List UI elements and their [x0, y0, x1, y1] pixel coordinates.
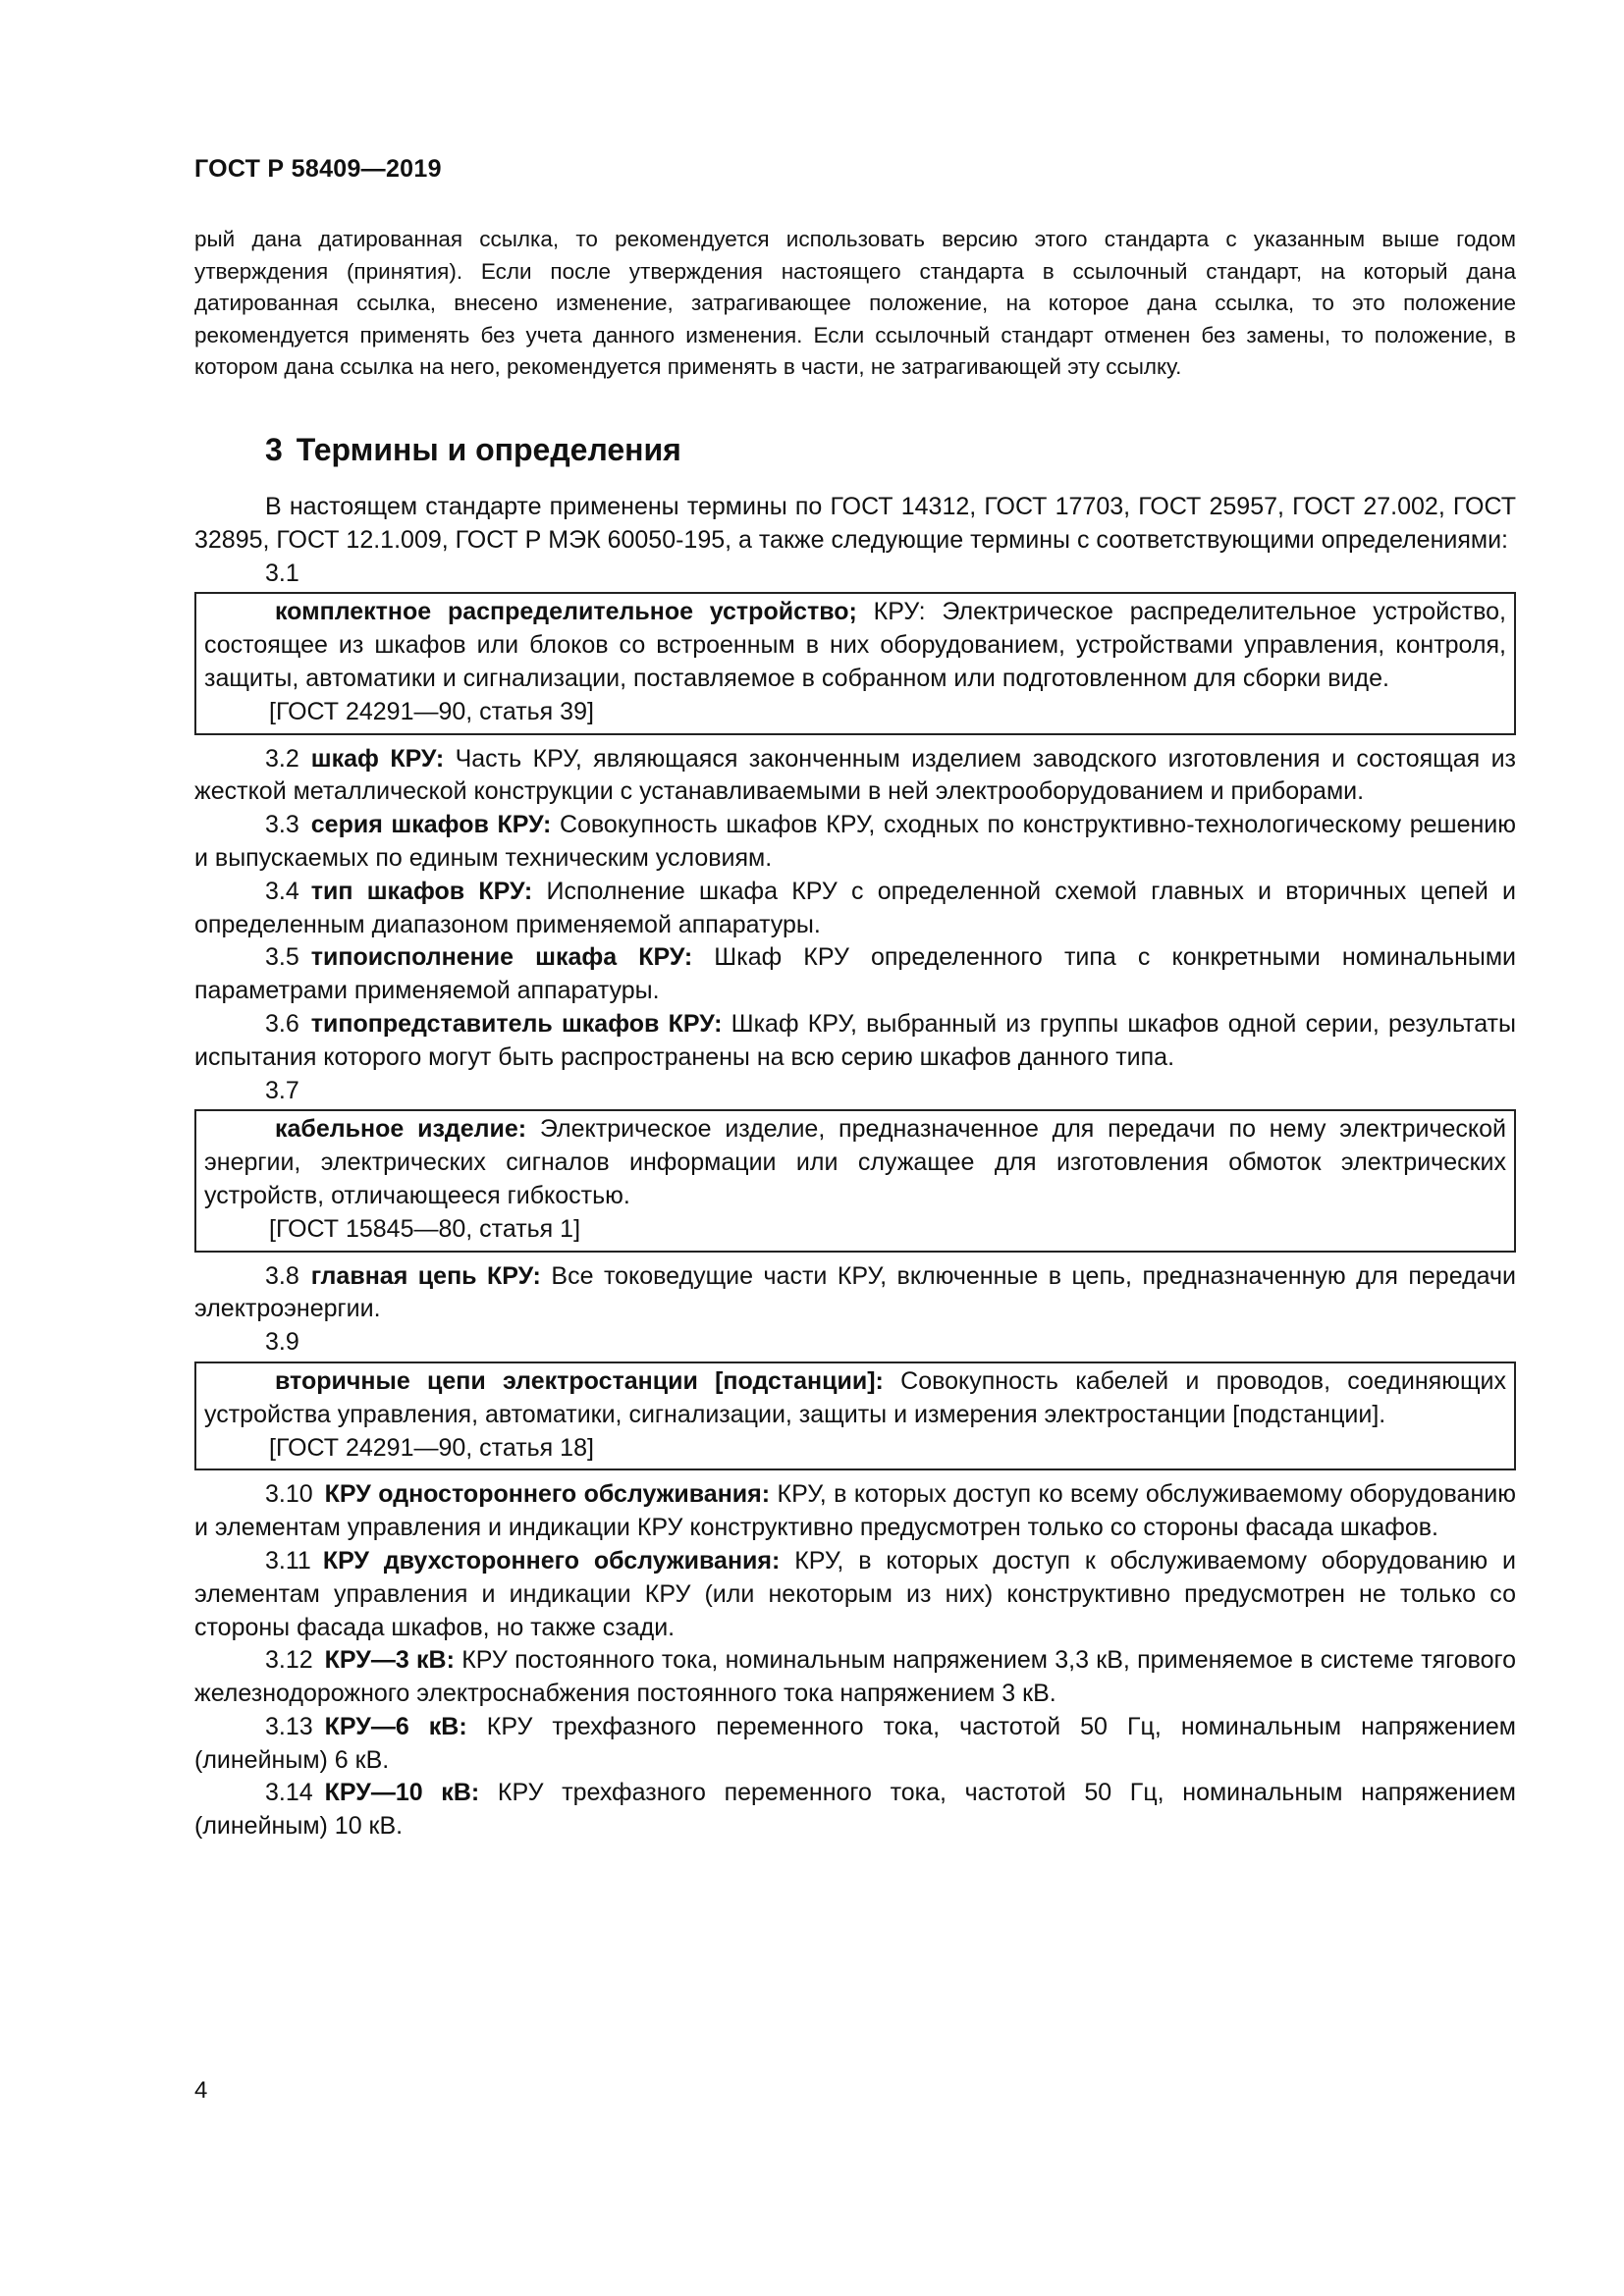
term-number: 3.9	[265, 1328, 299, 1357]
term-number: 3.1	[265, 559, 299, 587]
term-entry	[194, 1711, 1516, 1778]
term-box	[194, 592, 1516, 734]
term-number: 3.7	[265, 1076, 299, 1104]
term-name: кабельное изделие:	[275, 1115, 527, 1144]
term-name: главная цепь КРУ:	[310, 1261, 541, 1290]
section-body	[194, 491, 1516, 1843]
term-number: 3.8	[265, 1261, 299, 1290]
term-name: КРУ двухстороннего обслуживания:	[322, 1546, 781, 1575]
term-definition: КРУ: Электрическое распределительное устройство, состоящее из шкафов или блоков со встроенным в них оборудованием, устройствами управления, контроля, защиты, автоматики и сигнализации, поставляемое в собранном или подготовленном для сборки виде.	[204, 598, 1506, 692]
term-entry	[204, 1113, 1506, 1212]
term-definition: Шкаф КРУ, выбранный из группы шкафов одной серии, результаты испытания которого могут быть распространены на всю серию шкафов данного типа.	[194, 1009, 1516, 1071]
term-number: 3.3	[265, 811, 299, 839]
term-definition: Совокупность шкафов КРУ, сходных по конструктивно-технологическому решению и выпускаемых по единым техническим условиям.	[194, 811, 1516, 872]
term-definition: Исполнение шкафа КРУ с определенной схемой главных и вторичных цепей и определенным диапазоном применяемой аппаратуры.	[194, 877, 1516, 938]
term-definition: Электрическое изделие, предназначенное для передачи по нему электрической энергии, электрических сигналов информации или служащее для изготовления обмоток электрических устройств, отличающееся гибкостью.	[204, 1115, 1506, 1209]
term-reference: [ГОСТ 24291—90, статья 39]	[269, 697, 594, 725]
term-number: 3.10	[265, 1480, 313, 1509]
term-definition: КРУ, в которых доступ ко всему обслуживаемому оборудованию и элементам управления и индикации КРУ конструктивно предусмотрен только со стороны фасада шкафов.	[194, 1480, 1516, 1542]
term-number: 3.14	[265, 1779, 313, 1807]
term-name: типоисполнение шкафа КРУ:	[310, 943, 693, 972]
term-entry	[194, 1644, 1516, 1711]
term-definition: КРУ трехфазного переменного тока, частотой 50 Гц, номинальным напряжением (линейным) 6 кВ.	[194, 1712, 1516, 1774]
term-name: КРУ одностороннего обслуживания:	[324, 1480, 771, 1509]
term-number: 3.13	[265, 1712, 313, 1740]
term-definition: КРУ, в которых доступ к обслуживаемому оборудованию и элементам управления и индикации КРУ (или некоторым из них) конструктивно предусмотрен не только со стороны фасада шкафов, но также сзади.	[194, 1546, 1516, 1641]
term-reference: [ГОСТ 24291—90, статья 18]	[269, 1433, 594, 1462]
term-number: 3.4	[265, 877, 299, 905]
intro-paragraph: рый дана датированная ссылка, то рекомендуется использовать версию этого стандарта с указанным выше годом утверждения (принятия). Если после утверждения настоящего стандарта в ссылочный стандарт, на который дана датированная ссылка, внесено изменение, затрагивающее положение, на которое дана ссылка, то это положение рекомендуется применять без учета данного изменения. Если ссылочный стандарт отменен без замены, то положение, в котором дана ссылка на него, рекомендуется применять в части, не затрагивающей эту ссылку.	[194, 227, 1516, 379]
term-name: КРУ—3 кВ:	[324, 1646, 455, 1675]
term-number: 3.11	[265, 1546, 311, 1575]
term-definition: Часть КРУ, являющаяся законченным изделием заводского изготовления и состоящая из жесткой металлической конструкции с устанавливаемыми в ней электрооборудованием и приборами.	[194, 744, 1517, 806]
term-name: шкаф КРУ:	[310, 744, 445, 773]
term-entry	[194, 941, 1516, 1008]
term-number: 3.2	[265, 744, 299, 773]
section-lead: В настоящем стандарте применены термины по ГОСТ 14312, ГОСТ 17703, ГОСТ 25957, ГОСТ 27.002, ГОСТ 32895, ГОСТ 12.1.009, ГОСТ Р МЭК 60050-195, а также следующие термины с соответствующими определениями:	[194, 493, 1516, 554]
term-name: КРУ—6 кВ:	[324, 1712, 467, 1740]
term-entry	[194, 743, 1516, 810]
term-entry	[194, 1478, 1516, 1545]
term-entry	[194, 1008, 1516, 1075]
term-name: типопредставитель шкафов КРУ:	[310, 1009, 723, 1038]
term-number: 3.5	[265, 943, 299, 972]
term-name: вторичные цепи электростанции [подстанции]:	[275, 1366, 884, 1395]
section-number: 3	[265, 432, 283, 467]
section-title: Термины и определения	[296, 432, 681, 467]
term-entry	[194, 876, 1516, 942]
term-definition: Шкаф КРУ определенного типа с конкретными номинальными параметрами применяемой аппаратуры.	[194, 943, 1516, 1005]
term-entry	[194, 809, 1516, 876]
term-entry	[204, 596, 1506, 695]
term-box	[194, 1362, 1516, 1470]
term-entry	[194, 1260, 1516, 1327]
term-entry	[204, 1365, 1506, 1432]
section-heading	[265, 432, 681, 468]
term-name: серия шкафов КРУ:	[310, 811, 552, 839]
page-number: 4	[194, 2077, 208, 2104]
term-definition: Совокупность кабелей и проводов, соединяющих устройства управления, автоматики, сигнализации, защиты и измерения электростанции [подстанции].	[204, 1366, 1506, 1428]
term-reference: [ГОСТ 15845—80, статья 1]	[269, 1214, 581, 1243]
document-code-header: ГОСТ Р 58409—2019	[194, 155, 442, 183]
term-name: тип шкафов КРУ:	[310, 877, 533, 905]
term-definition: Все токоведущие части КРУ, включенные в цепь, предназначенную для передачи электроэнергии.	[194, 1261, 1516, 1323]
term-entry	[194, 1777, 1516, 1843]
term-name: комплектное распределительное устройство;	[275, 598, 857, 626]
term-name: КРУ—10 кВ:	[324, 1779, 480, 1807]
term-number: 3.12	[265, 1646, 313, 1675]
term-definition: КРУ постоянного тока, номинальным напряжением 3,3 кВ, применяемое в системе тягового железнодорожного электроснабжения постоянного тока напряжением 3 кВ.	[194, 1646, 1516, 1708]
term-entry	[194, 1545, 1516, 1644]
term-definition: КРУ трехфазного переменного тока, частотой 50 Гц, номинальным напряжением (линейным) 10 кВ.	[194, 1779, 1516, 1841]
term-box	[194, 1109, 1516, 1252]
term-number: 3.6	[265, 1009, 299, 1038]
